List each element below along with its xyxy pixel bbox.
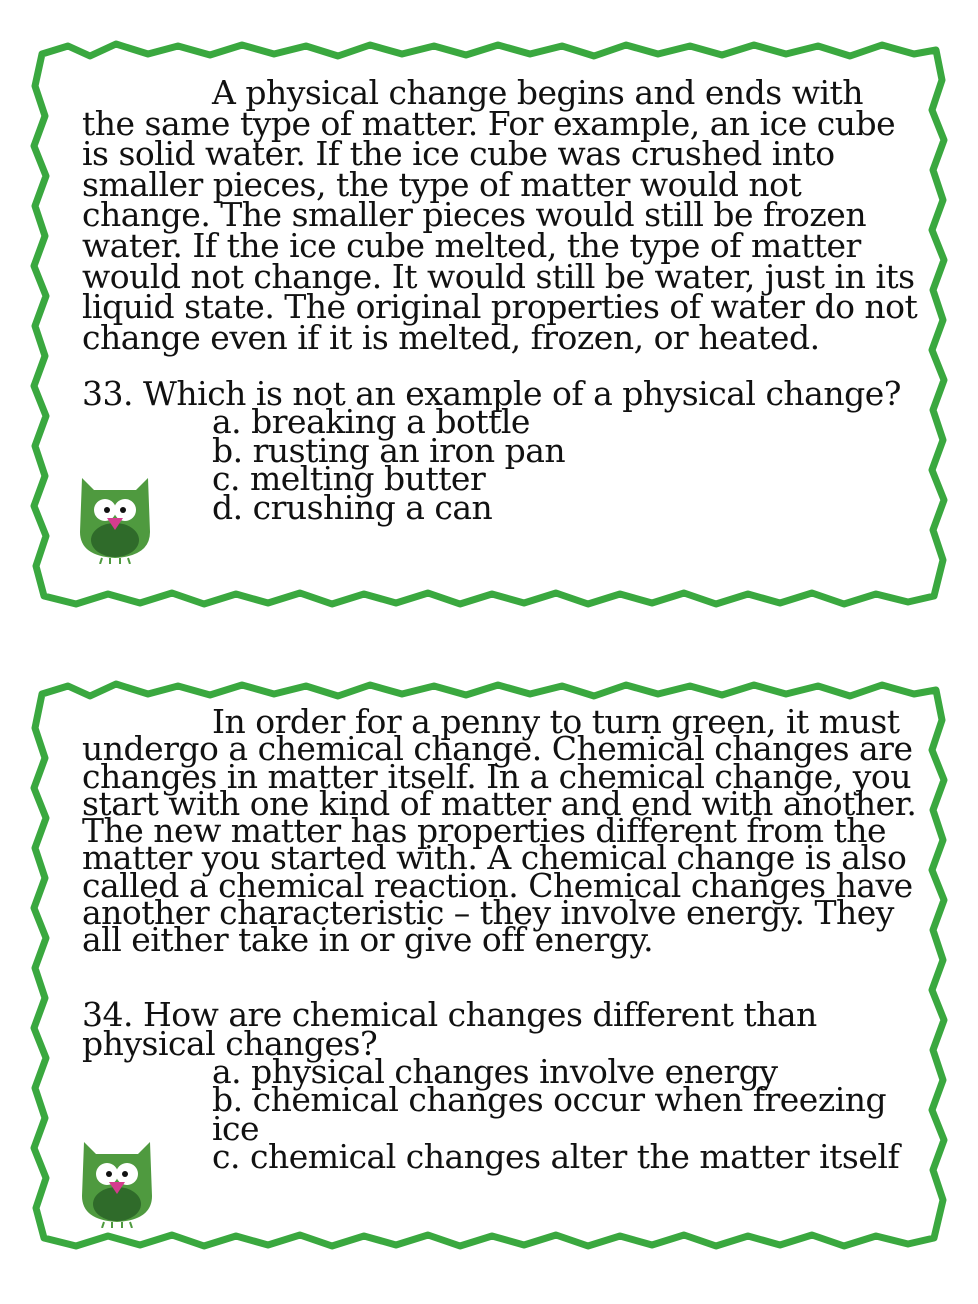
answer-option: c. chemical changes alter the matter itself — [212, 1137, 900, 1177]
card-physical-change — [28, 40, 950, 610]
owl-icon — [74, 472, 156, 564]
answer-option: a. breaking a bottle — [212, 402, 530, 442]
card-chemical-change — [28, 680, 950, 1252]
answer-option: a. physical changes involve energy — [212, 1051, 778, 1091]
question-text: 34. How are chemical changes different than physical changes? — [82, 994, 817, 1063]
answer-option: b. chemical changes occur when freezing ice — [212, 1080, 887, 1148]
answer-list — [82, 402, 920, 527]
answer-option: b. rusting an iron pan — [212, 430, 566, 470]
question-text: 33. Which is not an example of a physical change? — [82, 374, 901, 414]
owl-icon — [76, 1136, 158, 1228]
answer-option: c. melting butter — [212, 459, 486, 499]
answer-option: d. crushing a can — [212, 487, 493, 527]
answer-list — [82, 1051, 920, 1177]
passage-text: A physical change begins and ends with the same type of matter. For example, an ice cube is solid water. If the ice cube was crushed into smaller pieces, the type of matter would not change. The smaller pieces would still be frozen water. If the ice cube melted, the type of matter would not change. It would still be water, just in its liquid state. The original properties of water do not change even if it is melted, frozen, or heated. — [82, 73, 918, 357]
passage-text: In order for a penny to turn green, it must undergo a chemical change. Chemical changes are changes in matter itself. In a chemical change, you start with one kind of matter and end with another. The new matter has properties different from the matter you started with. A chemical change is also called a chemical reaction. Chemical changes have another characteristic – they involve energy. They all either take in or give off energy. — [82, 702, 917, 960]
